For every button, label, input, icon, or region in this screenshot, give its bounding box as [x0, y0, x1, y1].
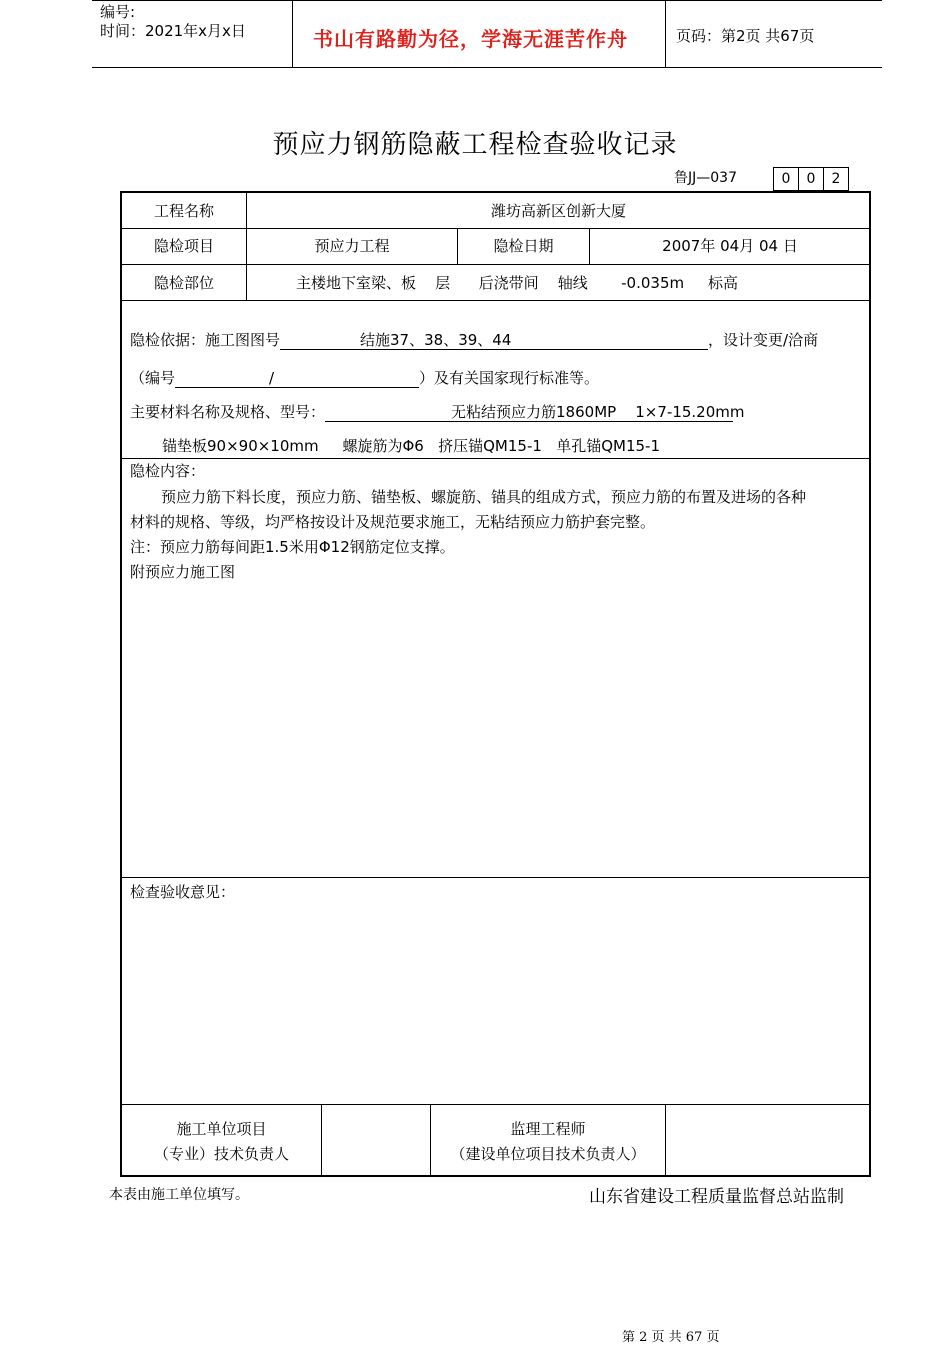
- date-value: 2007年 04月 04 日: [662, 237, 798, 255]
- basis-drawing-number: [280, 331, 708, 350]
- materials-value: [325, 403, 745, 422]
- date-label: 隐检日期: [493, 237, 554, 255]
- item-label: 隐检项目: [153, 237, 214, 255]
- materials-line: [130, 403, 745, 422]
- content-para1-line1: 预应力筋下料长度，预应力筋、锚垫板、螺旋筋、锚具的组成方式，预应力筋的布置及进场的各种: [161, 488, 807, 506]
- serial-label: 编号:: [100, 3, 136, 21]
- sign-left-line2: （专业）技术负责人: [153, 1145, 289, 1163]
- materials-line-2: 锚垫板90×90×10mm 螺旋筋为Φ6 挤压锚QM15-1 单孔锚QM15-1: [162, 437, 661, 455]
- form-code: 鲁JJ—037: [674, 170, 737, 186]
- header-divider-right: [665, 0, 666, 68]
- content-label: 隐检内容：: [130, 462, 206, 480]
- col-rule: [321, 1104, 322, 1176]
- basis-line2-suffix: ）及有关国家现行标准等。: [419, 369, 600, 387]
- location-label: 隐检部位: [153, 274, 214, 292]
- row-rule: [121, 877, 870, 878]
- basis-drawing-text: 结施37、38、39、44: [360, 331, 512, 349]
- project-name-value: 潍坊高新区创新大厦: [490, 202, 626, 220]
- row-rule: [121, 458, 870, 459]
- record-number-box: [773, 167, 849, 191]
- materials-prefix: 主要材料名称及规格、型号：: [130, 403, 326, 421]
- content-para1-line2: 材料的规格、等级，均严格按设计及规范要求施工，无粘结预应力筋护套完整。: [130, 513, 656, 531]
- record-number-digit: 0: [774, 168, 799, 190]
- sign-right-line1: 监理工程师: [510, 1120, 586, 1138]
- item-value: 预应力工程: [314, 237, 390, 255]
- basis-prefix: 隐检依据：施工图图号: [130, 331, 281, 349]
- footer-left-note: 本表由施工单位填写。: [109, 1187, 249, 1203]
- col-rule: [665, 1104, 666, 1176]
- row-rule: [121, 1104, 870, 1105]
- materials-value-text: 无粘结预应力筋1860MP 1×7-15.20mm: [451, 403, 745, 421]
- record-number-digit: 0: [799, 168, 824, 190]
- basis-line: [130, 331, 818, 350]
- basis-line2-prefix: （编号: [130, 369, 176, 387]
- location-value: 主楼地下室梁、板 层 后浇带间 轴线 -0.035m 标高: [296, 274, 738, 292]
- footer-right-note: 山东省建设工程质量监督总站监制: [589, 1187, 844, 1207]
- motto: 书山有路勤为径，学海无涯苦作舟: [313, 27, 628, 51]
- header-bottom-rule: [92, 67, 882, 68]
- basis-suffix: ，设计变更/洽商: [708, 331, 819, 349]
- header-divider-left: [292, 0, 293, 68]
- page-label: 页码：第2页 共67页: [676, 27, 815, 45]
- header-top-rule: [92, 0, 882, 1]
- document-title: 预应力钢筋隐蔽工程检查验收记录: [272, 130, 678, 160]
- row-rule: [121, 300, 870, 301]
- record-number-digit: 2: [831, 171, 841, 187]
- content-note: 注：预应力筋每间距1.5米用Φ12钢筋定位支撑。: [130, 538, 455, 556]
- change-number-text: /: [269, 369, 275, 387]
- row-rule: [121, 264, 870, 265]
- col-rule: [430, 1104, 431, 1176]
- project-name-label: 工程名称: [153, 202, 214, 220]
- opinion-label: 检查验收意见：: [130, 883, 236, 901]
- content-attach: 附预应力施工图: [130, 563, 236, 581]
- page-footer: 第 2 页 共 67 页: [622, 1330, 720, 1345]
- sign-left-line1: 施工单位项目: [176, 1120, 267, 1138]
- time-label: 时间：2021年x月x日: [100, 22, 246, 40]
- basis-line-2: [130, 369, 599, 388]
- sign-right-line2: （建设单位项目技术负责人）: [450, 1145, 646, 1163]
- change-number: [175, 369, 419, 388]
- row-rule: [121, 228, 870, 229]
